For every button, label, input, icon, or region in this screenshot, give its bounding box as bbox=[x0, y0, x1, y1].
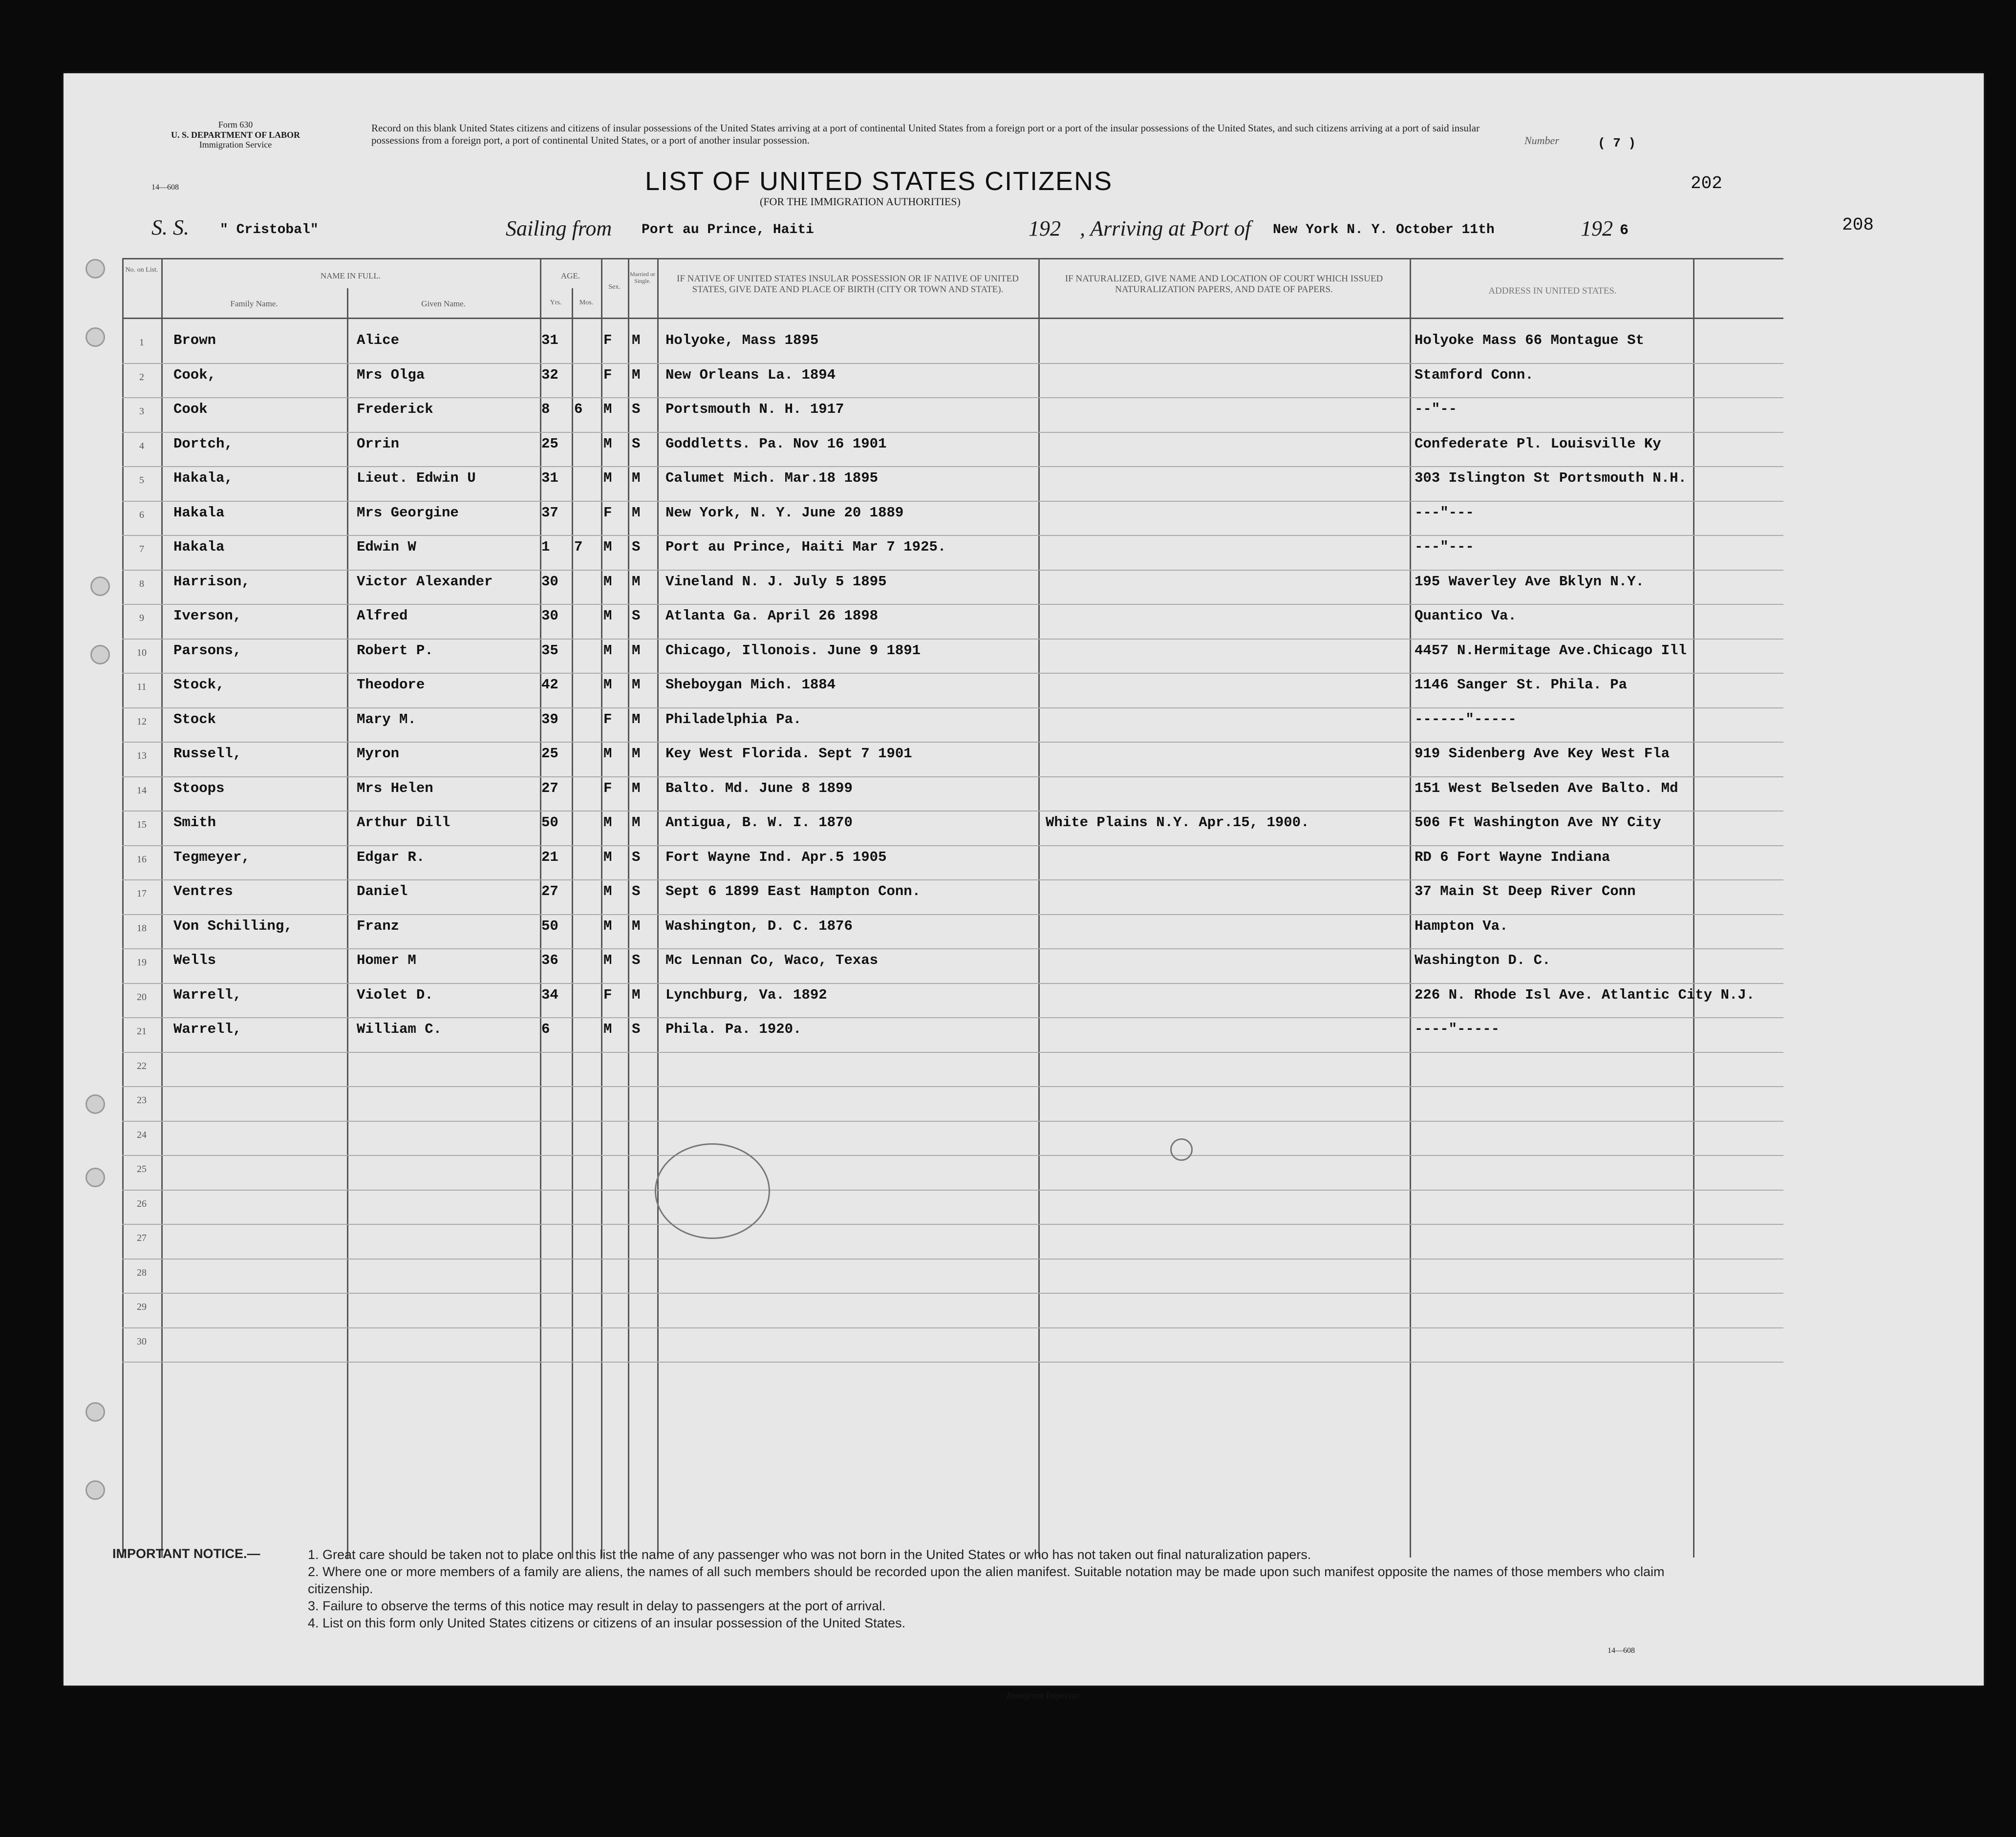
marital-status: M bbox=[632, 642, 641, 659]
notice-item-4: 4. List on this form only United States citizens or citizens of an insular possession of the United States. bbox=[308, 1616, 906, 1631]
birth-place-date: Phila. Pa. 1920. bbox=[665, 1021, 802, 1037]
col-header-birth: IF NATIVE OF UNITED STATES INSULAR POSSESSION OR IF NATIVE OF UNITED STATES, GIVE DATE AND PLACE OF BIRTH (CITY OR TOWN AND STATE). bbox=[677, 274, 1019, 295]
given-name: Mary M. bbox=[357, 711, 416, 727]
given-name: Daniel bbox=[357, 883, 408, 899]
given-name: Theodore bbox=[357, 677, 425, 693]
sex: M bbox=[603, 642, 612, 659]
birth-place-date: Mc Lennan Co, Waco, Texas bbox=[665, 952, 879, 968]
marital-status: M bbox=[632, 332, 641, 348]
punch-hole bbox=[86, 1168, 105, 1187]
marital-status: S bbox=[632, 849, 641, 865]
col-rule bbox=[657, 258, 659, 1558]
ss-label: S. S. bbox=[151, 215, 189, 239]
row-rule bbox=[122, 501, 1783, 502]
side-page-number: 208 bbox=[1842, 215, 1874, 235]
row-rule bbox=[122, 879, 1783, 880]
us-address: ----"----- bbox=[1415, 1021, 1500, 1037]
row-rule bbox=[122, 466, 1783, 467]
row-number: 23 bbox=[137, 1095, 147, 1106]
marital-status: M bbox=[632, 366, 641, 383]
sex: M bbox=[603, 849, 612, 865]
row-rule bbox=[122, 983, 1783, 984]
age-years: 30 bbox=[541, 608, 558, 624]
birth-place-date: Sheboygan Mich. 1884 bbox=[665, 677, 836, 693]
col-header-given: Given Name. bbox=[421, 299, 466, 308]
age-years: 50 bbox=[541, 814, 558, 831]
family-name: Hakala, bbox=[173, 470, 233, 486]
given-name: Alice bbox=[357, 332, 400, 348]
number-value: ( 7 ) bbox=[1598, 136, 1636, 150]
given-name: Robert P. bbox=[357, 642, 433, 659]
us-address: --"-- bbox=[1415, 401, 1458, 417]
us-address: 151 West Belseden Ave Balto. Md bbox=[1415, 780, 1678, 796]
birth-place-date: Antigua, B. W. I. 1870 bbox=[665, 814, 853, 831]
marital-status: M bbox=[632, 470, 641, 486]
row-number: 5 bbox=[139, 475, 144, 486]
birth-place-date: Portsmouth N. H. 1917 bbox=[665, 401, 844, 417]
arriving-port-value: New York N. Y. October 11th bbox=[1273, 222, 1495, 237]
row-rule bbox=[122, 776, 1783, 777]
service-name: Immigration Service bbox=[199, 140, 272, 150]
row-number: 1 bbox=[139, 337, 144, 348]
col-rule bbox=[347, 288, 348, 1559]
birth-place-date: Key West Florida. Sept 7 1901 bbox=[665, 746, 912, 762]
marital-status: S bbox=[632, 952, 641, 968]
row-rule bbox=[122, 639, 1783, 640]
birth-place-date: Fort Wayne Ind. Apr.5 1905 bbox=[665, 849, 887, 865]
age-months: 7 bbox=[574, 539, 583, 555]
col-header-yrs: Yrs. bbox=[550, 299, 562, 306]
us-address: 195 Waverley Ave Bklyn N.Y. bbox=[1415, 573, 1644, 590]
row-number: 11 bbox=[137, 682, 147, 692]
family-name: Cook bbox=[173, 401, 208, 417]
col-header-family: Family Name. bbox=[230, 299, 278, 308]
table-top-rule bbox=[122, 258, 1783, 259]
sex: F bbox=[603, 711, 612, 727]
sex: M bbox=[603, 470, 612, 486]
age-years: 27 bbox=[541, 780, 558, 796]
family-name: Stock bbox=[173, 711, 216, 727]
row-rule bbox=[122, 742, 1783, 743]
age-years: 31 bbox=[541, 470, 558, 486]
birth-place-date: Philadelphia Pa. bbox=[665, 711, 802, 727]
birth-place-date: Lynchburg, Va. 1892 bbox=[665, 986, 827, 1003]
us-address: Washington D. C. bbox=[1415, 952, 1551, 968]
age-years: 8 bbox=[541, 401, 550, 417]
marital-status: S bbox=[632, 608, 641, 624]
sex: M bbox=[603, 1021, 612, 1037]
notice-item-2: 2. Where one or more members of a family are aliens, the names of all such members should be recorded upon the alien manifest. Suitable notation may be made upon such manifest opposite the names of those members who claim citizenship. bbox=[308, 1564, 1665, 1597]
sex: F bbox=[603, 332, 612, 348]
birth-place-date: New Orleans La. 1894 bbox=[665, 366, 836, 383]
birth-place-date: Balto. Md. June 8 1899 bbox=[665, 780, 853, 796]
col-rule bbox=[1038, 258, 1040, 1558]
sex: M bbox=[603, 746, 612, 762]
family-name: Hakala bbox=[173, 504, 225, 521]
col-rule bbox=[540, 258, 541, 1558]
col-rule bbox=[601, 258, 602, 1558]
age-months: 6 bbox=[574, 401, 583, 417]
col-rule bbox=[161, 258, 163, 1558]
family-name: Russell, bbox=[173, 746, 242, 762]
form-code: 14—608 bbox=[151, 183, 179, 192]
age-years: 32 bbox=[541, 366, 558, 383]
form-instructions: Record on this blank United States citizens and citizens of insular possessions of the United States arriving at a port of continental United States from a foreign port or a port of the insular possessions of the United States, and such citizens arriving at a port of said insular possessions from a foreign port, a port of continental United States, or a port of another insular possession. bbox=[371, 122, 1480, 147]
given-name: Mrs Helen bbox=[357, 780, 433, 796]
document-subtitle: (FOR THE IMMIGRATION AUTHORITIES) bbox=[760, 195, 961, 208]
row-rule bbox=[122, 1155, 1783, 1156]
family-name: Smith bbox=[173, 814, 216, 831]
notice-form-code: 14—608 bbox=[1608, 1646, 1635, 1655]
col-rule bbox=[572, 288, 573, 1559]
us-address: 919 Sidenberg Ave Key West Fla bbox=[1415, 746, 1670, 762]
us-address: 37 Main St Deep River Conn bbox=[1415, 883, 1636, 899]
row-rule bbox=[122, 845, 1783, 846]
col-header-age: AGE. bbox=[560, 271, 580, 280]
arrival-year-suffix: 6 bbox=[1620, 222, 1629, 239]
marital-status: S bbox=[632, 1021, 641, 1037]
family-name: Warrell, bbox=[173, 986, 242, 1003]
row-rule bbox=[122, 948, 1783, 949]
row-rule bbox=[122, 570, 1783, 571]
age-years: 37 bbox=[541, 504, 558, 521]
row-rule bbox=[122, 707, 1783, 708]
given-name: Orrin bbox=[357, 435, 400, 452]
col-header-name: NAME IN FULL. bbox=[320, 271, 381, 280]
us-address: Hampton Va. bbox=[1415, 918, 1508, 934]
form-header-left bbox=[171, 120, 300, 150]
col-header-address: ADDRESS IN UNITED STATES. bbox=[1488, 286, 1617, 296]
sex: M bbox=[603, 883, 612, 899]
age-years: 35 bbox=[541, 642, 558, 659]
birth-place-date: Holyoke, Mass 1895 bbox=[665, 332, 819, 348]
sex: M bbox=[603, 435, 612, 452]
sex: M bbox=[603, 573, 612, 590]
sex: F bbox=[603, 780, 612, 796]
age-years: 27 bbox=[541, 883, 558, 899]
row-rule bbox=[122, 1293, 1783, 1294]
notice-item-3: 3. Failure to observe the terms of this notice may result in delay to passengers at the port of arrival. bbox=[308, 1599, 886, 1614]
col-header-no: No. on List. bbox=[125, 266, 158, 274]
marital-status: M bbox=[632, 814, 641, 831]
col-header-naturalized: IF NATURALIZED, GIVE NAME AND LOCATION OF COURT WHICH ISSUED NATURALIZATION PAPERS, AND DATE OF PAPERS. bbox=[1065, 274, 1383, 295]
birth-place-date: Atlanta Ga. April 26 1898 bbox=[665, 608, 879, 624]
birth-place-date: Port au Prince, Haiti Mar 7 1925. bbox=[665, 539, 946, 555]
us-address: 4457 N.Hermitage Ave.Chicago Ill bbox=[1415, 642, 1687, 659]
row-number: 13 bbox=[137, 750, 147, 761]
row-rule bbox=[122, 1121, 1783, 1122]
row-number: 19 bbox=[137, 957, 147, 968]
age-years: 1 bbox=[541, 539, 550, 555]
family-name: Stoops bbox=[173, 780, 225, 796]
naturalization-info: White Plains N.Y. Apr.15, 1900. bbox=[1046, 814, 1309, 831]
given-name: Victor Alexander bbox=[357, 573, 493, 590]
punch-hole bbox=[86, 1480, 105, 1500]
row-number: 15 bbox=[137, 819, 147, 830]
row-rule bbox=[122, 1052, 1783, 1053]
arrival-year: 192 bbox=[1581, 216, 1613, 240]
family-name: Iverson, bbox=[173, 608, 242, 624]
birth-place-date: Sept 6 1899 East Hampton Conn. bbox=[665, 883, 921, 899]
family-name: Wells bbox=[173, 952, 216, 968]
col-header-sex: Sex. bbox=[608, 283, 621, 291]
us-address: ---"--- bbox=[1415, 539, 1474, 555]
row-rule bbox=[122, 397, 1783, 398]
age-years: 25 bbox=[541, 435, 558, 452]
family-name: Dortch, bbox=[173, 435, 233, 452]
age-years: 34 bbox=[541, 986, 558, 1003]
given-name: Frederick bbox=[357, 401, 433, 417]
row-number: 10 bbox=[137, 647, 147, 658]
row-number: 17 bbox=[137, 888, 147, 899]
punch-hole bbox=[90, 577, 110, 596]
row-number: 28 bbox=[137, 1267, 147, 1278]
row-number: 30 bbox=[137, 1336, 147, 1347]
birth-place-date: New York, N. Y. June 20 1889 bbox=[665, 504, 904, 521]
family-name: Stock, bbox=[173, 677, 225, 693]
row-rule bbox=[122, 363, 1783, 364]
pencil-scribble bbox=[655, 1143, 770, 1239]
row-number: 24 bbox=[137, 1129, 147, 1140]
given-name: Mrs Olga bbox=[357, 366, 425, 383]
us-address: 506 Ft Washington Ave NY City bbox=[1415, 814, 1661, 831]
birth-place-date: Vineland N. J. July 5 1895 bbox=[665, 573, 887, 590]
birth-place-date: Chicago, Illonois. June 9 1891 bbox=[665, 642, 921, 659]
punch-hole bbox=[86, 259, 105, 278]
marital-status: S bbox=[632, 401, 641, 417]
sex: M bbox=[603, 608, 612, 624]
birth-place-date: Washington, D. C. 1876 bbox=[665, 918, 853, 934]
sex: M bbox=[603, 401, 612, 417]
row-rule bbox=[122, 1224, 1783, 1225]
row-rule bbox=[122, 1017, 1783, 1018]
col-rule bbox=[1693, 258, 1694, 1558]
col-header-mos: Mos. bbox=[579, 299, 594, 306]
given-name: Arthur Dill bbox=[357, 814, 450, 831]
row-rule bbox=[122, 673, 1783, 674]
col-rule bbox=[122, 258, 124, 1558]
row-rule bbox=[122, 1259, 1783, 1260]
us-address: Quantico Va. bbox=[1415, 608, 1517, 624]
us-address: Confederate Pl. Louisville Ky bbox=[1415, 435, 1661, 452]
sailing-from-label: Sailing from bbox=[506, 216, 612, 240]
age-years: 30 bbox=[541, 573, 558, 590]
family-name: Warrell, bbox=[173, 1021, 242, 1037]
notice-list bbox=[308, 1546, 1725, 1632]
row-number: 14 bbox=[137, 785, 147, 796]
row-number: 22 bbox=[137, 1060, 147, 1071]
marital-status: M bbox=[632, 711, 641, 727]
family-name: Hakala bbox=[173, 539, 225, 555]
number-label: Number bbox=[1524, 134, 1559, 147]
col-header-married: Married or Single. bbox=[630, 271, 655, 284]
notice-item-1: 1. Great care should be taken not to place on this list the name of any passenger who was not born in the United States or who has not taken out final naturalization papers. bbox=[308, 1547, 1311, 1562]
row-rule bbox=[122, 914, 1783, 915]
given-name: Edgar R. bbox=[357, 849, 425, 865]
marital-status: M bbox=[632, 573, 641, 590]
marital-status: S bbox=[632, 883, 641, 899]
col-rule bbox=[1410, 258, 1411, 1558]
sex: M bbox=[603, 677, 612, 693]
us-address: Holyoke Mass 66 Montague St bbox=[1415, 332, 1644, 348]
us-address: 303 Islington St Portsmouth N.H. bbox=[1415, 470, 1687, 486]
row-number: 2 bbox=[139, 371, 144, 383]
us-address: 1146 Sanger St. Phila. Pa bbox=[1415, 677, 1628, 693]
family-name: Ventres bbox=[173, 883, 233, 899]
col-rule bbox=[628, 258, 629, 1558]
row-rule bbox=[122, 1362, 1783, 1363]
form-number: Form 630 bbox=[218, 120, 253, 129]
header-bottom-rule bbox=[122, 318, 1783, 319]
sex: F bbox=[603, 986, 612, 1003]
row-number: 18 bbox=[137, 922, 147, 934]
given-name: Myron bbox=[357, 746, 400, 762]
ship-name: " Cristobal" bbox=[220, 222, 319, 237]
row-rule bbox=[122, 1086, 1783, 1087]
marital-status: M bbox=[632, 504, 641, 521]
family-name: Tegmeyer, bbox=[173, 849, 250, 865]
marital-status: M bbox=[632, 677, 641, 693]
given-name: Franz bbox=[357, 918, 400, 934]
sex: M bbox=[603, 952, 612, 968]
us-address: 226 N. Rhode Isl Ave. Atlantic City N.J. bbox=[1415, 986, 1755, 1003]
age-years: 31 bbox=[541, 332, 558, 348]
age-years: 36 bbox=[541, 952, 558, 968]
family-name: Von Schilling, bbox=[173, 918, 293, 934]
document-title: LIST OF UNITED STATES CITIZENS bbox=[645, 167, 1113, 196]
us-address: Stamford Conn. bbox=[1415, 366, 1534, 383]
row-rule bbox=[122, 432, 1783, 433]
sex: M bbox=[603, 918, 612, 934]
age-years: 21 bbox=[541, 849, 558, 865]
sex: F bbox=[603, 366, 612, 383]
sex: M bbox=[603, 814, 612, 831]
row-number: 3 bbox=[139, 406, 144, 417]
given-name: Violet D. bbox=[357, 986, 433, 1003]
sailing-from-value: Port au Prince, Haiti bbox=[642, 222, 814, 237]
sailing-year: 192 bbox=[1029, 216, 1061, 240]
sex: M bbox=[603, 539, 612, 555]
page-number: 202 bbox=[1691, 173, 1722, 193]
punch-hole bbox=[86, 327, 105, 347]
row-number: 16 bbox=[137, 854, 147, 865]
row-number: 25 bbox=[137, 1164, 147, 1175]
us-address: RD 6 Fort Wayne Indiana bbox=[1415, 849, 1610, 865]
row-number: 12 bbox=[137, 716, 147, 727]
punch-hole bbox=[86, 1402, 105, 1422]
row-number: 4 bbox=[139, 440, 144, 451]
row-rule bbox=[122, 535, 1783, 536]
marital-status: S bbox=[632, 435, 641, 452]
given-name: Lieut. Edwin U bbox=[357, 470, 476, 486]
punch-hole bbox=[90, 645, 110, 664]
given-name: William C. bbox=[357, 1021, 442, 1037]
row-number: 20 bbox=[137, 991, 147, 1003]
marital-status: M bbox=[632, 780, 641, 796]
row-number: 29 bbox=[137, 1302, 147, 1312]
age-years: 6 bbox=[541, 1021, 550, 1037]
manifest-sheet bbox=[64, 73, 1984, 1700]
marital-status: M bbox=[632, 918, 641, 934]
row-number: 7 bbox=[139, 544, 144, 555]
family-name: Brown bbox=[173, 332, 216, 348]
notice-heading: IMPORTANT NOTICE.— bbox=[112, 1546, 260, 1561]
department-name: U. S. DEPARTMENT OF LABOR bbox=[171, 129, 300, 140]
family-name: Harrison, bbox=[173, 573, 250, 590]
age-years: 25 bbox=[541, 746, 558, 762]
row-rule bbox=[122, 1190, 1783, 1191]
arriving-label: , Arriving at Port of bbox=[1080, 216, 1251, 240]
row-rule bbox=[122, 1327, 1783, 1328]
age-years: 39 bbox=[541, 711, 558, 727]
us-address: ---"--- bbox=[1415, 504, 1474, 521]
family-name: Cook, bbox=[173, 366, 216, 383]
age-years: 42 bbox=[541, 677, 558, 693]
row-number: 6 bbox=[139, 509, 144, 520]
row-number: 8 bbox=[139, 578, 144, 589]
given-name: Edwin W bbox=[357, 539, 416, 555]
marital-status: M bbox=[632, 986, 641, 1003]
row-number: 9 bbox=[139, 613, 144, 623]
marital-status: M bbox=[632, 746, 641, 762]
row-number: 26 bbox=[137, 1198, 147, 1209]
row-rule bbox=[122, 604, 1783, 605]
age-years: 50 bbox=[541, 918, 558, 934]
us-address: ------"----- bbox=[1415, 711, 1517, 727]
family-name: Parsons, bbox=[173, 642, 242, 659]
row-number: 21 bbox=[137, 1026, 147, 1037]
sex: F bbox=[603, 504, 612, 521]
birth-place-date: Goddletts. Pa. Nov 16 1901 bbox=[665, 435, 887, 452]
punch-hole bbox=[86, 1094, 105, 1114]
pencil-mark bbox=[1170, 1138, 1193, 1161]
birth-place-date: Calumet Mich. Mar.18 1895 bbox=[665, 470, 879, 486]
given-name: Mrs Georgine bbox=[357, 504, 459, 521]
row-number: 27 bbox=[137, 1233, 147, 1243]
given-name: Alfred bbox=[357, 608, 408, 624]
inspector-label: Immigrant Inspector. bbox=[1007, 1690, 1080, 1700]
marital-status: S bbox=[632, 539, 641, 555]
given-name: Homer M bbox=[357, 952, 416, 968]
row-rule bbox=[122, 811, 1783, 812]
